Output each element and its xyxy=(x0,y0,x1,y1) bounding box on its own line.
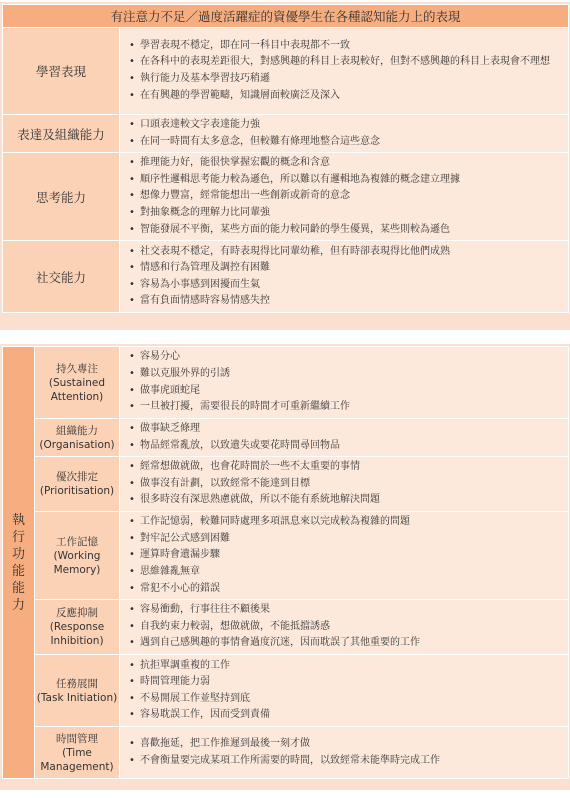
sub-sustained-attention xyxy=(35,347,120,419)
list-item: • 遇到自己感興趣的事情會過度沉迷，因而耽誤了其他重要的工作 xyxy=(140,635,564,652)
list-item: • 當有負面情感時容易情感失控 xyxy=(140,293,564,310)
category-thinking-items xyxy=(120,153,569,241)
list-item: • 做事虎頭蛇尾 xyxy=(140,383,564,400)
list-item: • 學習表現不穩定，即在同一科目中表現都不一致 xyxy=(140,38,564,55)
list-item: • 時間管理能力弱 xyxy=(140,674,564,691)
category-expression: 表達及組織能力 xyxy=(3,115,120,153)
time-management-items xyxy=(120,727,569,779)
sub-label-en: (Time Management) xyxy=(40,746,114,773)
category-thinking: 思考能力 xyxy=(3,153,120,241)
sub-label-en: (Sustained Attention) xyxy=(48,376,106,403)
sub-label-zh: 組織能力 xyxy=(56,424,98,437)
list-item: • 想像力豐富，經常能想出一些創新或新奇的意念 xyxy=(140,188,564,205)
sub-label-en: (Organisation) xyxy=(39,438,115,451)
list-item: • 在各科中的表現差距很大，對感興趣的科目上表現較好，但對不感興趣的科目上表現會不理想 xyxy=(140,54,564,71)
list-item: • 自我約束力較弱，想做就做，不能抵擋誘惑 xyxy=(140,619,564,636)
exec-char: 能 xyxy=(11,563,25,579)
sub-label-zh: 優次排定 xyxy=(56,471,98,484)
list-item: • 容易分心 xyxy=(140,349,564,366)
list-item: • 執行能力及基本學習技巧稍遜 xyxy=(140,71,564,88)
list-item: • 容易耽誤工作，因而受到責備 xyxy=(140,707,564,724)
list-item: • 難以克服外界的引誘 xyxy=(140,366,564,383)
list-item: • 對牢記公式感到困難 xyxy=(140,531,564,548)
sub-label-zh: 任務展開 xyxy=(56,677,98,690)
sub-label-en: (Prioritisation) xyxy=(39,485,115,498)
list-item: • 推理能力好，能很快掌握宏觀的概念和含意 xyxy=(140,155,564,172)
list-item: • 一旦被打擾，需要很長的時間才可重新繼續工作 xyxy=(140,399,564,416)
sub-response-inhibition xyxy=(35,600,120,655)
prioritisation-items xyxy=(120,457,569,512)
category-expression-items xyxy=(120,115,569,153)
list-item: • 在同一時間有太多意念，但較難有條理地整合這些意念 xyxy=(140,134,564,151)
executive-function-label xyxy=(3,347,35,779)
sub-label-zh: 反應抑制 xyxy=(56,607,98,620)
sub-time-management xyxy=(35,727,120,779)
response-inhibition-items xyxy=(120,600,569,655)
cognitive-abilities-table xyxy=(2,4,569,313)
exec-char: 力 xyxy=(11,597,25,613)
sub-working-memory xyxy=(35,512,120,600)
list-item: • 容易為小事感到困擾而生氣 xyxy=(140,277,564,294)
list-item: • 做事沒有計劃，以致經常不能達到目標 xyxy=(140,476,564,493)
sub-label-zh: 時間管理 xyxy=(56,732,98,745)
list-item: • 運算時會遺漏步驟 xyxy=(140,547,564,564)
task-initiation-items xyxy=(120,655,569,727)
category-social: 社交能力 xyxy=(3,241,120,313)
list-item: • 工作記憶弱，較難同時處理多項訊息來以完成較為複雜的問題 xyxy=(140,514,564,531)
exec-char: 行 xyxy=(11,529,25,545)
exec-char: 能 xyxy=(11,580,25,596)
list-item: • 思維雜亂無章 xyxy=(140,564,564,581)
list-item: • 常犯不小心的錯誤 xyxy=(140,581,564,598)
sub-task-initiation xyxy=(35,655,120,727)
list-item: • 很多時沒有深思熟慮就做，所以不能有系統地解決問題 xyxy=(140,492,564,509)
sustained-attention-items xyxy=(120,347,569,419)
list-item: • 經常想做就做，也會花時間於一些不太重要的事情 xyxy=(140,459,564,476)
sub-label-zh: 持久專注 xyxy=(56,362,98,375)
list-item: • 情感和行為管理及調控有困難 xyxy=(140,260,564,277)
list-item: • 喜歡拖延，把工作推遲到最後一刻才做 xyxy=(140,736,564,753)
list-item: • 不易開展工作並堅持到底 xyxy=(140,691,564,708)
category-learning: 學習表現 xyxy=(3,28,120,115)
category-social-items xyxy=(120,241,569,313)
list-item: • 口頭表達較文字表達能力強 xyxy=(140,117,564,134)
sub-label-zh: 工作記憶 xyxy=(56,535,98,548)
executive-function-table xyxy=(2,346,569,779)
working-memory-items xyxy=(120,512,569,600)
list-item: • 智能發展不平衡，某些方面的能力較同齡的學生優異，某些則較為遜色 xyxy=(140,222,564,239)
list-item: • 物品經常亂放，以致遺失或要花時間尋回物品 xyxy=(140,438,564,455)
exec-char: 功 xyxy=(11,546,25,562)
list-item: • 不會衡量要完成某項工作所需要的時間，以致經常未能準時完成工作 xyxy=(140,753,564,770)
sub-label-en: (Task Initiation) xyxy=(36,691,118,704)
list-item: • 順序性邏輯思考能力較為遜色，所以難以有邏輯地為複雜的概念建立理據 xyxy=(140,172,564,189)
list-item: • 社交表現不穩定，有時表現得比同輩幼稚，但有時卻表現得比他們成熟 xyxy=(140,244,564,261)
list-item: • 做事缺乏條理 xyxy=(140,421,564,438)
sub-label-en: (Response Inhibition) xyxy=(49,621,105,648)
sub-prioritisation xyxy=(35,457,120,512)
list-item: • 容易衝動，行事往往不顧後果 xyxy=(140,602,564,619)
list-item: • 在有興趣的學習範疇，知識層面較廣泛及深入 xyxy=(140,88,564,105)
sub-organisation xyxy=(35,419,120,457)
list-item: • 抗拒單調重複的工作 xyxy=(140,658,564,675)
sub-label-en: (Working Memory) xyxy=(53,549,101,576)
table-title: 有注意力不足／過度活躍症的資優學生在各種認知能力上的表現 xyxy=(3,5,569,28)
exec-char: 執 xyxy=(11,512,25,528)
category-learning-items xyxy=(120,28,569,115)
list-item: • 對抽象概念的理解力比同輩強 xyxy=(140,205,564,222)
organisation-items xyxy=(120,419,569,457)
